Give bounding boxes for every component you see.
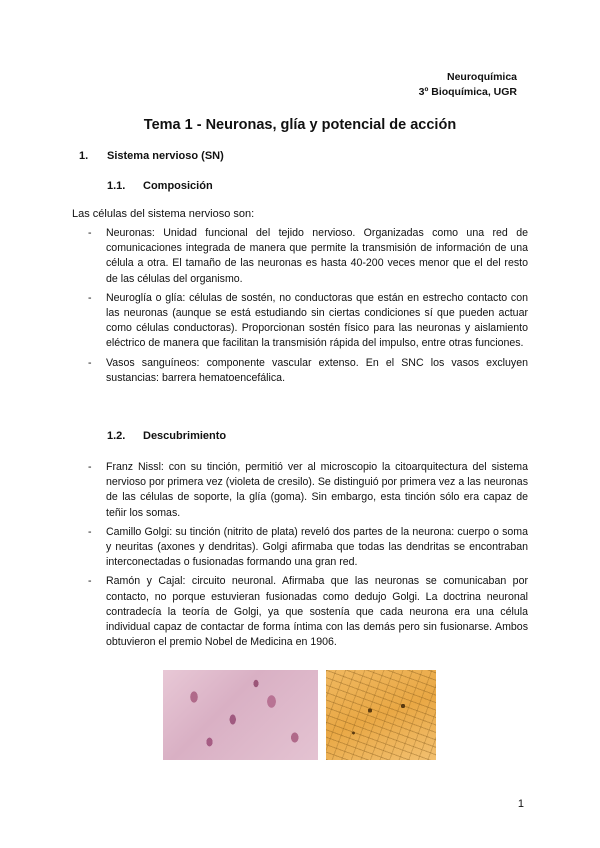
page-number: 1 [517, 798, 524, 810]
intro-paragraph: Las células del sistema nervioso son: [72, 208, 255, 220]
list-item: - Vasos sanguíneos: componente vascular extenso. En el SNC los vasos excluyen sustancias: barrera hematoencefálica. [88, 356, 528, 386]
section-number: 1.1. [107, 180, 126, 192]
discovery-list [88, 460, 528, 654]
list-item: - Camillo Golgi: su tinción (nitrito de plata) reveló dos partes de la neurona: cuerpo o soma y neuritas (axones y dendritas). Golgi afirmaba que todas las dendritas se encontraban interconectadas o fusionadas formando una gran red. [88, 525, 528, 571]
section-number: 1. [79, 150, 89, 162]
cell-types-list [88, 226, 528, 390]
header-course: Neuroquímica [446, 71, 517, 83]
page-title: Tema 1 - Neuronas, glía y potencial de acción [143, 117, 457, 133]
header-degree: 3º Bioquímica, UGR [418, 86, 517, 98]
list-item: - Neuronas: Unidad funcional del tejido nervioso. Organizadas como una red de comunicaciones integrada de manera que permite la transmisión de información de una célula a otra. El tamaño de las neuronas es hasta 40-200 veces menor que el del resto de las células del organismo. [88, 226, 528, 287]
section-label: Sistema nervioso (SN) [107, 150, 224, 162]
document-header [419, 70, 517, 100]
list-item: - Neuroglía o glía: células de sostén, no conductoras que están en estrecho contacto con las neuronas (aunque se está estudiando sin ciertas condiciones sí que pueden actuar como células conductoras). Proporcionan sostén físico para las neuronas y aislamiento eléctrico de manera que facilitan la transmisión rápida del impulso, entre otras funciones. [88, 291, 528, 352]
section-heading-1 [79, 150, 224, 162]
list-item: - Franz Nissl: con su tinción, permitió ver al microscopio la citoarquitectura del sistema nervioso por primera vez (violeta de cresilo). Se distinguió por primera vez a las neuronas de las células de soporte, la glía (goma). Sin embargo, esta tinción sólo era capaz de teñir los somas. [88, 460, 528, 521]
section-label: Descubrimiento [143, 430, 227, 442]
list-item: - Ramón y Cajal: circuito neuronal. Afirmaba que las neuronas se comunicaban por contacto, no porque estuvieran fusionadas como dedujo Golgi. La doctrina neuronal contradecía la teoría de Golgi, ya que sostenía que cada neurona era una célula individual capaz de contactar de forma íntima con las demás pero sin fusionarse. Ambos obtuvieron el premio Nobel de Medicina en 1906. [88, 574, 528, 650]
section-label: Composición [143, 180, 213, 192]
nissl-stain-image [163, 670, 318, 760]
section-heading-1-1 [107, 180, 213, 192]
section-heading-1-2 [107, 430, 226, 442]
golgi-stain-image [326, 670, 436, 760]
section-number: 1.2. [107, 430, 126, 442]
